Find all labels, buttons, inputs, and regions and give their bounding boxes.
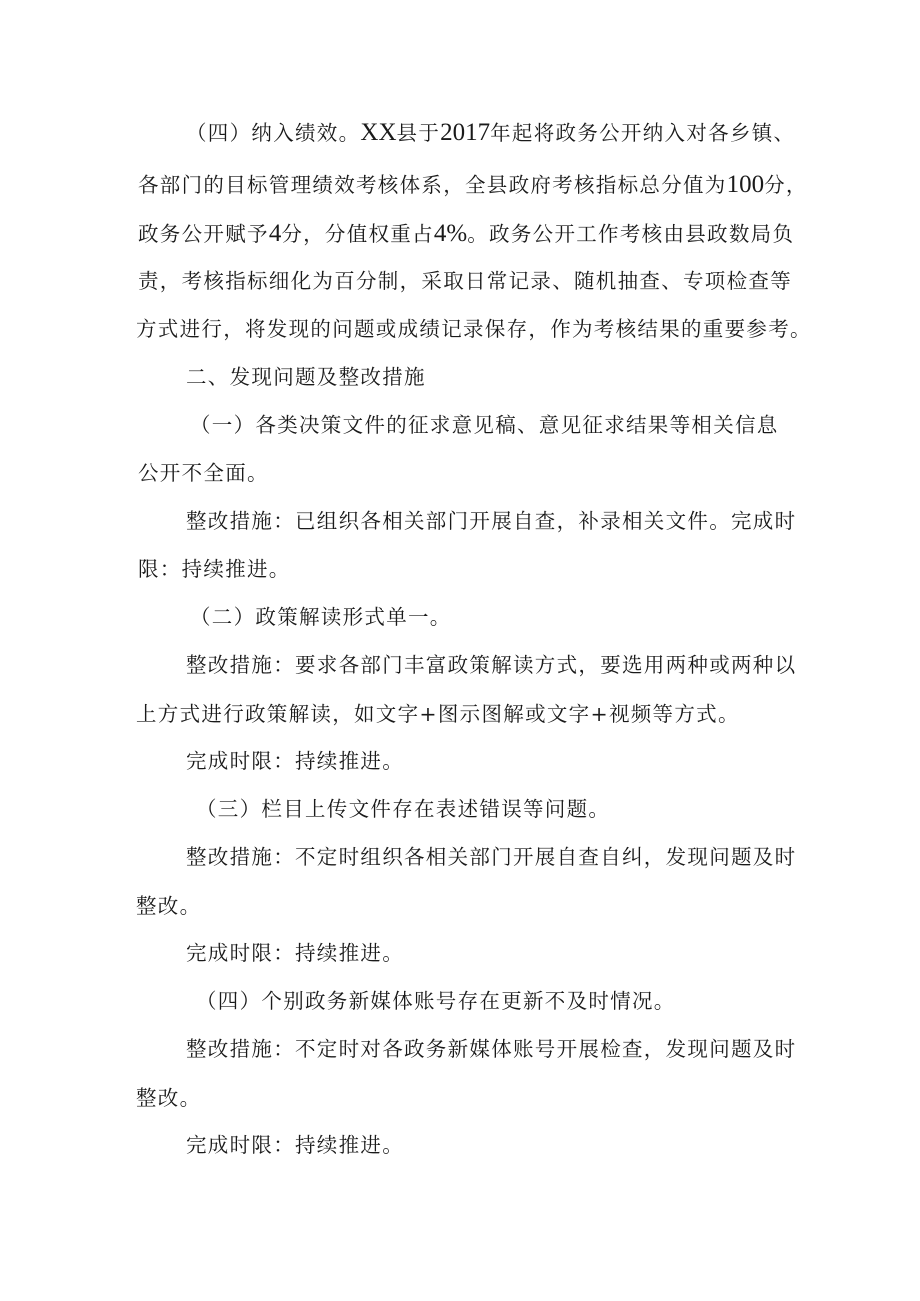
text-run: 分，分值权重占 xyxy=(281,222,434,246)
section-heading xyxy=(186,362,426,392)
text-run: （一）各类决策文件的征求意见稿、意见征求结果等相关信息 xyxy=(190,413,779,437)
text-run: （四）纳入绩效。 xyxy=(186,121,361,145)
text-run: 完成时限：持续推进。 xyxy=(186,749,404,773)
paragraph-line xyxy=(186,1034,796,1064)
paragraph-line xyxy=(138,219,794,249)
text-run: （三）栏目上传文件存在表述错误等问题。 xyxy=(196,797,611,821)
text-run: 二、发现问题及整改措施 xyxy=(186,365,426,389)
text-run: 整改。 xyxy=(136,894,202,918)
paragraph-line xyxy=(136,699,740,729)
text-run: XX xyxy=(360,119,397,146)
paragraph-line xyxy=(138,266,792,296)
text-run: 限：持续推进。 xyxy=(138,557,291,581)
text-run: 整改措施：不定时对各政务新媒体账号开展检查，发现问题及时 xyxy=(186,1037,797,1061)
paragraph-line xyxy=(196,794,610,824)
paragraph-line xyxy=(136,1083,201,1113)
text-run: 。政务公开工作考核由县政数局负 xyxy=(467,222,795,246)
paragraph-line xyxy=(186,506,796,536)
paragraph-line xyxy=(136,891,201,921)
paragraph-line xyxy=(186,118,795,148)
text-run: 完成时限：持续推进。 xyxy=(186,941,404,965)
paragraph-line xyxy=(138,554,291,584)
text-run: 责，考核指标细化为百分制，采取日常记录、随机抽查、专项检查等 xyxy=(138,269,792,293)
paragraph-line xyxy=(186,650,796,680)
paragraph-line xyxy=(196,986,676,1016)
paragraph-line xyxy=(138,458,269,488)
text-run: 整改措施：已组织各相关部门开展自查，补录相关文件。完成时 xyxy=(186,509,797,533)
text-run: 年起将政务公开纳入对各乡镇、 xyxy=(490,121,796,145)
paragraph-line xyxy=(186,1130,404,1160)
text-run: 整改措施：不定时组织各相关部门开展自查自纠，发现问题及时 xyxy=(186,845,797,869)
text-run: 各部门的目标管理绩效考核体系，全县政府考核指标总分值为 xyxy=(138,173,727,197)
text-run: 分， xyxy=(764,173,808,197)
text-run: 整改。 xyxy=(136,1086,202,1110)
text-run: 4% xyxy=(433,220,468,247)
paragraph-line xyxy=(186,842,796,872)
paragraph-line xyxy=(136,314,812,344)
paragraph-line xyxy=(190,602,452,632)
text-run: （二）政策解读形式单一。 xyxy=(190,605,452,629)
paragraph-line xyxy=(138,170,808,200)
text-run: 方式进行，将发现的问题或成绩记录保存，作为考核结果的重要参考。 xyxy=(136,317,812,341)
paragraph-line xyxy=(186,938,404,968)
text-run: 公开不全面。 xyxy=(138,461,269,485)
text-run: 上方式进行政策解读，如文字+图示图解或文字+视频等方式。 xyxy=(136,702,740,726)
text-run: 100 xyxy=(726,171,765,198)
text-run: 4 xyxy=(268,220,282,247)
paragraph-line xyxy=(186,746,404,776)
paragraph-line xyxy=(190,410,779,440)
text-run: 完成时限：持续推进。 xyxy=(186,1133,404,1157)
text-run: （四）个别政务新媒体账号存在更新不及时情况。 xyxy=(196,989,676,1013)
text-run: 2017 xyxy=(440,119,491,146)
text-run: 县于 xyxy=(396,121,441,145)
text-run: 政务公开赋予 xyxy=(138,222,269,246)
text-run: 整改措施：要求各部门丰富政策解读方式，要选用两种或两种以 xyxy=(186,653,797,677)
